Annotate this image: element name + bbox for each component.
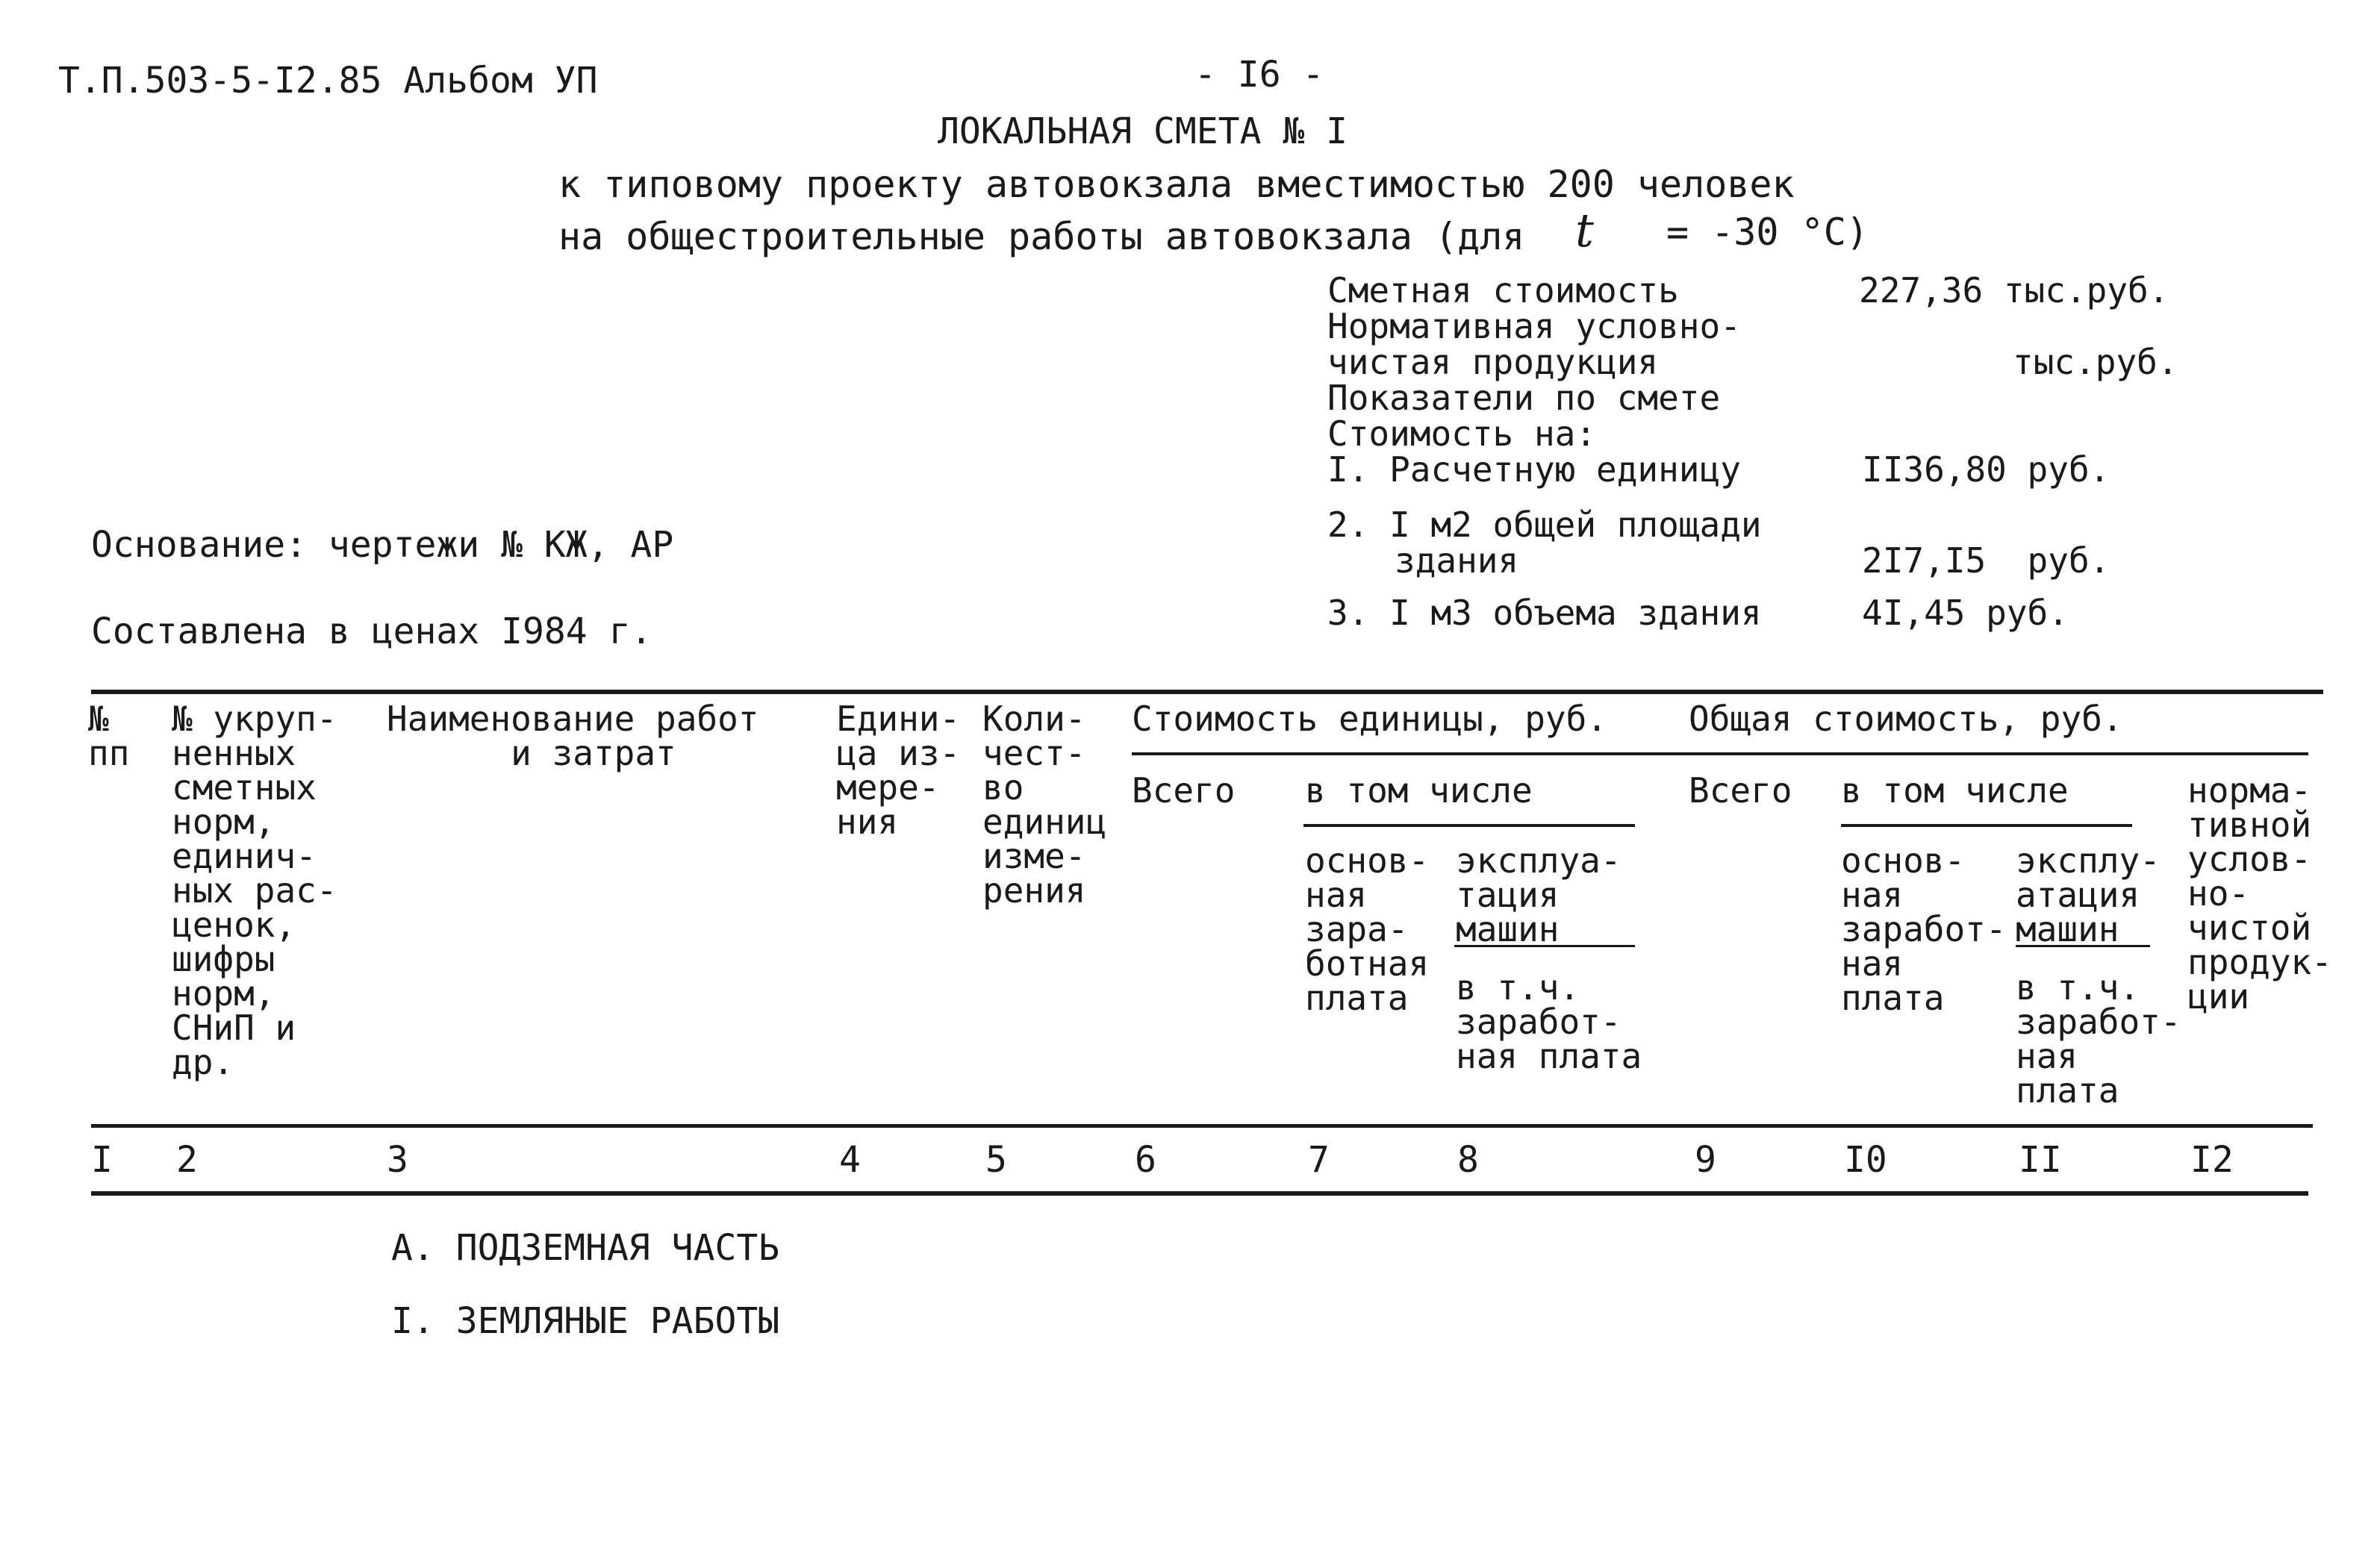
- normative-value: тыс.руб.: [2013, 342, 2178, 382]
- normative-label-2: чистая продукция: [1327, 342, 1659, 382]
- cost-group-rule: [1132, 752, 2308, 755]
- column-number-9: 9: [1695, 1139, 1716, 1181]
- header-unit-basic-wage: основ- ная зара- ботная плата: [1305, 840, 1430, 1018]
- indicator-2-label: 2. I м2 общей площади: [1327, 505, 1762, 545]
- subtitle-line-2: на общестроительные работы автовокзала (для: [558, 215, 1525, 258]
- unit-subgroup-rule: [1303, 824, 1635, 827]
- basis-text: Основание: чертежи № КЖ, АР: [91, 524, 674, 566]
- header-total-machine-op: эксплу- атация: [2016, 840, 2161, 915]
- table-top-rule: [91, 690, 2323, 694]
- header-total-cost-group: Общая стоимость, руб.: [1689, 699, 2123, 739]
- column-number-10: I0: [1844, 1139, 1887, 1181]
- header-unit-machine-op: эксплуа- тация: [1456, 840, 1622, 915]
- document-code: Т.П.503-5-I2.85 Альбом УП: [58, 60, 598, 102]
- estimated-cost-value: 227,36 тыс.руб.: [1859, 270, 2169, 310]
- header-quantity: Коли- чест- во единиц изме- рения: [982, 699, 1107, 911]
- header-total-total: Всего: [1689, 770, 1792, 811]
- column-number-11: II: [2019, 1139, 2062, 1181]
- column-number-8: 8: [1457, 1139, 1479, 1181]
- header-work-name: Наименование работ и затрат: [387, 699, 759, 773]
- column-number-1: I: [91, 1139, 113, 1181]
- indicator-1-label: I. Расчетную единицу: [1327, 449, 1741, 490]
- indicator-3-value: 4I,45 руб.: [1862, 593, 2069, 633]
- header-normative-product: норма- тивной услов- но- чистой продук- ции: [2187, 770, 2332, 1017]
- total-subgroup-rule: [1841, 824, 2132, 827]
- document-title: ЛОКАЛЬНАЯ СМЕТА № I: [938, 110, 1348, 152]
- indicators-label: Показатели по смете: [1327, 378, 1721, 418]
- column-numbers-rule: [91, 1191, 2308, 1196]
- header-total-machines: машин: [2016, 909, 2119, 949]
- header-norm-code: № укруп- ненных сметных норм, единич- ных рас- ценок, шифры норм, СНиП и др.: [172, 699, 337, 1082]
- header-unit-incl-wage: в т.ч. заработ- ная плата: [1456, 967, 1642, 1076]
- header-total-incl-wage: в т.ч. заработ- ная плата: [2016, 967, 2181, 1111]
- section-heading-a: А. ПОДЗЕМНАЯ ЧАСТЬ: [391, 1227, 780, 1269]
- indicator-2-label-cont: здания: [1395, 540, 1519, 581]
- column-number-5: 5: [985, 1139, 1007, 1181]
- header-total-basic-wage: основ- ная заработ- ная плата: [1841, 840, 2007, 1018]
- indicator-1-value: II36,80 руб.: [1862, 449, 2110, 490]
- normative-label-1: Нормативная условно-: [1327, 306, 1741, 346]
- temperature-value: = -30 °C): [1666, 210, 1869, 254]
- header-unit-machines: машин: [1456, 909, 1560, 949]
- header-total-incl: в том числе: [1841, 770, 2069, 811]
- column-number-12: I2: [2190, 1139, 2234, 1181]
- cost-per-label: Стоимость на:: [1327, 413, 1597, 454]
- column-number-3: 3: [387, 1139, 408, 1181]
- column-number-2: 2: [176, 1139, 198, 1181]
- column-number-6: 6: [1135, 1139, 1156, 1181]
- header-unit-cost-group: Стоимость единицы, руб.: [1132, 699, 1607, 739]
- header-unit: Едини- ца из- мере- ния: [836, 699, 961, 842]
- column-number-4: 4: [839, 1139, 861, 1181]
- header-row-number: № пп: [88, 699, 130, 773]
- section-heading-1: I. ЗЕМЛЯНЫЕ РАБОТЫ: [391, 1300, 780, 1342]
- estimated-cost-label: Сметная стоимость: [1327, 270, 1679, 310]
- prices-text: Составлена в ценах I984 г.: [91, 611, 652, 652]
- column-number-7: 7: [1308, 1139, 1330, 1181]
- header-unit-total: Всего: [1132, 770, 1236, 811]
- indicator-2-value: 2I7,I5 руб.: [1862, 540, 2110, 581]
- indicator-3-label: 3. I м3 объема здания: [1327, 593, 1762, 633]
- temperature-symbol: t: [1575, 203, 1594, 257]
- page-number: - I6 -: [1194, 54, 1324, 96]
- header-bottom-rule: [91, 1124, 2313, 1128]
- subtitle-line-1: к типовому проекту автовокзала вместимостью 200 человек: [558, 163, 1795, 206]
- header-unit-incl: в том числе: [1305, 770, 1533, 811]
